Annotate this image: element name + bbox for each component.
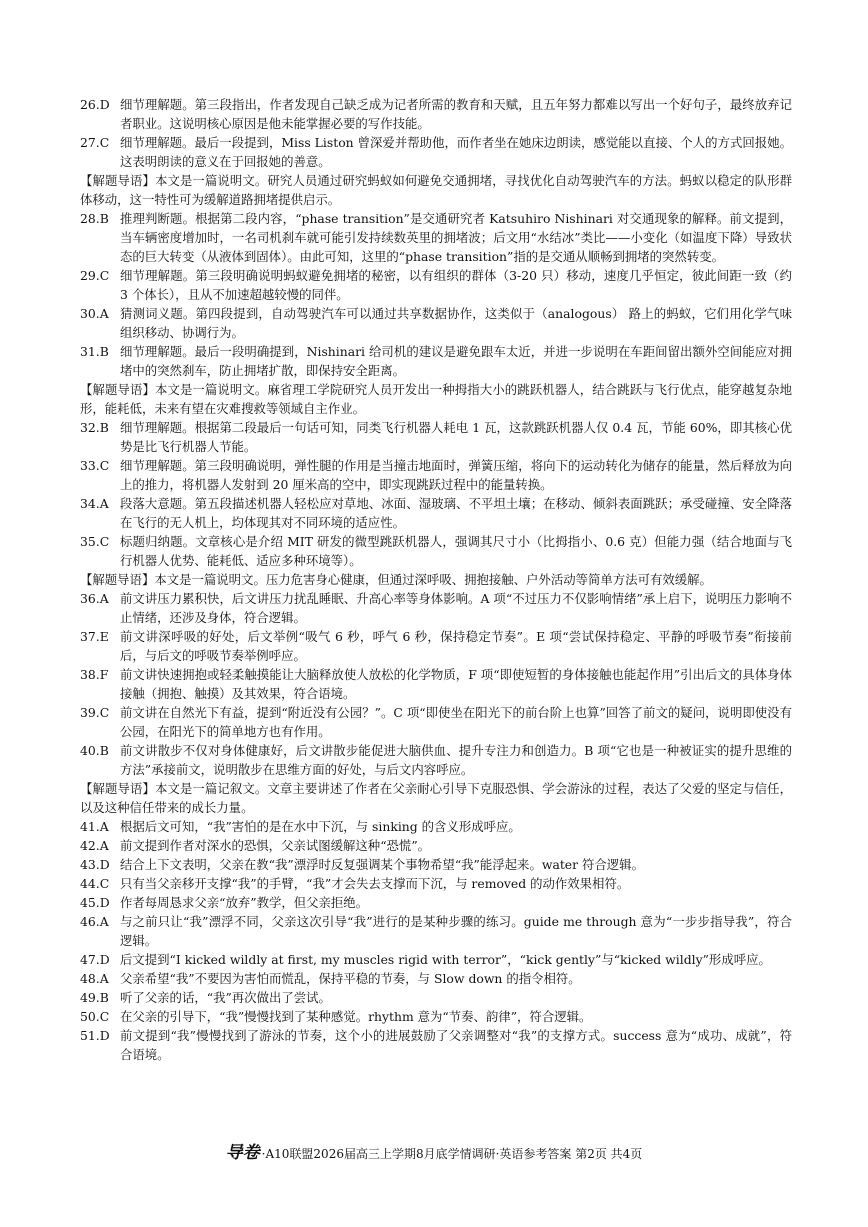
answer-explanation: 在父亲的引导下，“我”慢慢找到了某种感觉。rhythm 意为“节奏、韵律”，符合逻辑。 [120,1009,592,1024]
answer-item [80,950,792,969]
answer-item [80,494,792,532]
answer-item [80,133,792,171]
answer-number: 31.B [80,344,109,359]
answer-explanation: 听了父亲的话，“我”再次做出了尝试。 [120,990,331,1005]
answer-explanation: 与之前只让“我”漂浮不同，父亲这次引导“我”进行的是某种步骤的练习。guide me through 意为“一步步指导我”，符合逻辑。 [120,914,792,948]
guide-text: 【解题导语】本文是一篇说明文。压力危害身心健康，但通过深呼吸、拥抱接触、户外活动等简单方法可有效缓解。 [80,572,712,587]
answer-item [80,1007,792,1026]
answer-item [80,304,792,342]
answer-explanation: 前文讲在自然光下有益，提到“附近没有公园？”。C 项“即使坐在阳光下的前台阶上也算”回答了前文的疑问，说明即使没有公园，在阳光下的简单地方也有作用。 [120,705,792,739]
answer-number: 47.D [80,952,110,967]
answer-item [80,836,792,855]
answer-number: 33.C [80,458,110,473]
guide-paragraph [80,779,792,817]
page-footer [0,1138,868,1163]
answer-number: 38.F [80,667,109,682]
answer-explanation: 后文提到“I kicked wildly at first, my muscles rigid with terror”，“kick gently”与“kicked wildly”形成呼应。 [120,952,771,967]
answer-number: 36.A [80,591,109,606]
answer-explanation: 细节理解题。第三段明确说明，弹性腿的作用是当撞击地面时，弹簧压缩，将向下的运动转化为储存的能量，然后释放为向上的推力，将机器人发射到 20 厘米高的空中，即实现跳跃过程中的能量转换。 [120,458,792,492]
answer-item [80,665,792,703]
answer-explanation: 前文提到作者对深水的恐惧，父亲试图缓解这种“恐慌”。 [120,838,431,853]
answer-number: 41.A [80,819,109,834]
answer-item [80,627,792,665]
answer-item [80,532,792,570]
answer-explanation: 结合上下文表明，父亲在教“我”漂浮时反复强调某个事物希望“我”能浮起来。water 符合逻辑。 [120,857,644,872]
answer-number: 32.B [80,420,109,435]
answer-explanation: 细节理解题。最后一段提到，Miss Liston 曾深爱并帮助他，而作者坐在她床边朗读，感觉能以直接、个人的方式回报她。这表明朗读的意义在于回报她的善意。 [120,135,792,169]
answer-number: 37.E [80,629,109,644]
answer-item [80,912,792,950]
answer-explanation: 细节理解题。第三段明确说明蚂蚁避免拥堵的秘密，以有组织的群体（3-20 只）移动，速度几乎恒定，彼此间距一致（约 3 个体长），且从不加速超越较慢的同伴。 [120,268,792,302]
answer-number: 40.B [80,743,109,758]
guide-paragraph [80,380,792,418]
answer-explanation: 前文讲散步不仅对身体健康好，后文讲散步能促进大脑供血、提升专注力和创造力。B 项“它也是一种被证实的提升思维的方法”承接前文，说明散步在思维方面的好处，与后文内容呼应。 [120,743,792,777]
publisher-logo: 导卷 [225,1143,260,1163]
answer-item [80,703,792,741]
answer-number: 45.D [80,895,110,910]
answer-number: 28.B [80,211,109,226]
answer-list [80,95,792,1064]
answer-explanation: 猜测词义题。第四段提到，自动驾驶汽车可以通过共享数据协作，这类似于（analogous） 路上的蚂蚁，它们用化学气味组织移动、协调行为。 [120,306,792,340]
answer-explanation: 只有当父亲移开支撑“我”的手臂，“我”才会失去支撑而下沉，与 removed 的动作效果相符。 [120,876,630,891]
guide-text: 【解题导语】本文是一篇说明文。研究人员通过研究蚂蚁如何避免交通拥堵，寻找优化自动驾驶汽车的方法。蚂蚁以稳定的队形群体移动，这一特性可为缓解道路拥堵提供启示。 [80,173,792,207]
answer-explanation: 前文讲压力累积快，后文讲压力扰乱睡眠、升高心率等身体影响。A 项“不过压力不仅影响情绪”承上启下，说明压力影响不止情绪，还涉及身体，符合逻辑。 [120,591,792,625]
answer-item [80,1026,792,1064]
answer-explanation: 细节理解题。第三段指出，作者发现自己缺乏成为记者所需的教育和天赋，且五年努力都难以写出一个好句子，最终放弃记者职业。这说明核心原因是他未能掌握必要的写作技能。 [120,97,792,131]
answer-explanation: 前文提到“我”慢慢找到了游泳的节奏，这个小的进展鼓励了父亲调整对“我”的支撑方式。success 意为“成功、成就”，符合语境。 [120,1028,792,1062]
answer-explanation: 父亲希望“我”不要因为害怕而慌乱，保持平稳的节奏，与 Slow down 的指令相符。 [120,971,581,986]
answer-number: 48.A [80,971,109,986]
answer-explanation: 根据后文可知，“我”害怕的是在水中下沉，与 sinking 的含义形成呼应。 [120,819,521,834]
answer-item [80,893,792,912]
answer-explanation: 标题归纳题。文章核心是介绍 MIT 研发的微型跳跃机器人，强调其尺寸小（比拇指小、0.6 克）但能力强（结合地面与飞行机器人优势、能耗低、适应多种环境等）。 [120,534,792,568]
answer-number: 30.A [80,306,109,321]
answer-number: 44.C [80,876,110,891]
answer-number: 49.B [80,990,109,1005]
answer-item [80,589,792,627]
answer-item [80,418,792,456]
answer-item [80,456,792,494]
answer-explanation: 段落大意题。第五段描述机器人轻松应对草地、冰面、湿玻璃、不平坦土壤；在移动、倾斜表面跳跃；承受碰撞、安全降落在飞行的无人机上，均体现其对不同环境的适应性。 [120,496,792,530]
answer-item [80,855,792,874]
guide-text: 【解题导语】本文是一篇说明文。麻省理工学院研究人员开发出一种拇指大小的跳跃机器人，结合跳跃与飞行优点，能穿越复杂地形，能耗低，未来有望在灾难搜救等领域自主作业。 [80,382,792,416]
answer-item [80,95,792,133]
answer-number: 50.C [80,1009,110,1024]
answer-explanation: 前文讲快速拥抱或轻柔触摸能让大脑释放使人放松的化学物质，F 项“即使短暂的身体接触也能起作用”引出后文的具体身体接触（拥抱、触摸）及其效果，符合语境。 [120,667,792,701]
answer-explanation: 作者每周恳求父亲“放弃”教学，但父亲拒绝。 [120,895,369,910]
guide-paragraph [80,171,792,209]
answer-number: 51.D [80,1028,110,1043]
answer-number: 42.A [80,838,109,853]
guide-text: 【解题导语】本文是一篇记叙文。文章主要讲述了作者在父亲耐心引导下克服恐惧、学会游泳的过程，表达了父爱的坚定与信任，以及这种信任带来的成长力量。 [80,781,792,815]
answer-item [80,266,792,304]
footer-text: ·A10联盟2026届高三上学期8月底学情调研·英语参考答案 第2页 共4页 [261,1147,643,1161]
answer-explanation: 细节理解题。根据第二段最后一句话可知，同类飞行机器人耗电 1 瓦，这款跳跃机器人仅 0.4 瓦，节能 60%，即其核心优势是比飞行机器人节能。 [120,420,792,454]
answer-number: 46.A [80,914,109,929]
answer-number: 26.D [80,97,110,112]
answer-explanation: 推理判断题。根据第二段内容，“phase transition”是交通研究者 Katsuhiro Nishinari 对交通现象的解释。前文提到，当车辆密度增加时，一名司机刹车就可能引发持续数英里的拥堵波；后文用“水结冰”类比——小变化（如温度下降）导致状态的巨大转变（从液体到固体）。由此可知，这里的“phase transition”指的是交通从顺畅到拥堵的突然转变。 [120,211,792,264]
answer-number: 43.D [80,857,110,872]
answer-item [80,969,792,988]
answer-number: 29.C [80,268,110,283]
answer-explanation: 细节理解题。最后一段明确提到，Nishinari 给司机的建议是避免跟车太近，并进一步说明在车距间留出额外空间能应对拥堵中的突然刹车，防止拥堵扩散，即保持安全距离。 [120,344,792,378]
answer-item [80,874,792,893]
answer-item [80,988,792,1007]
answer-explanation: 前文讲深呼吸的好处，后文举例“吸气 6 秒，呼气 6 秒，保持稳定节奏”。E 项“尝试保持稳定、平静的呼吸节奏”衔接前后，与后文的呼吸节奏举例呼应。 [120,629,792,663]
answer-item [80,741,792,779]
guide-paragraph [80,570,792,589]
answer-number: 35.C [80,534,110,549]
answer-item [80,209,792,266]
answer-number: 27.C [80,135,110,150]
answer-number: 34.A [80,496,109,511]
answer-item [80,817,792,836]
answer-item [80,342,792,380]
answer-number: 39.C [80,705,110,720]
